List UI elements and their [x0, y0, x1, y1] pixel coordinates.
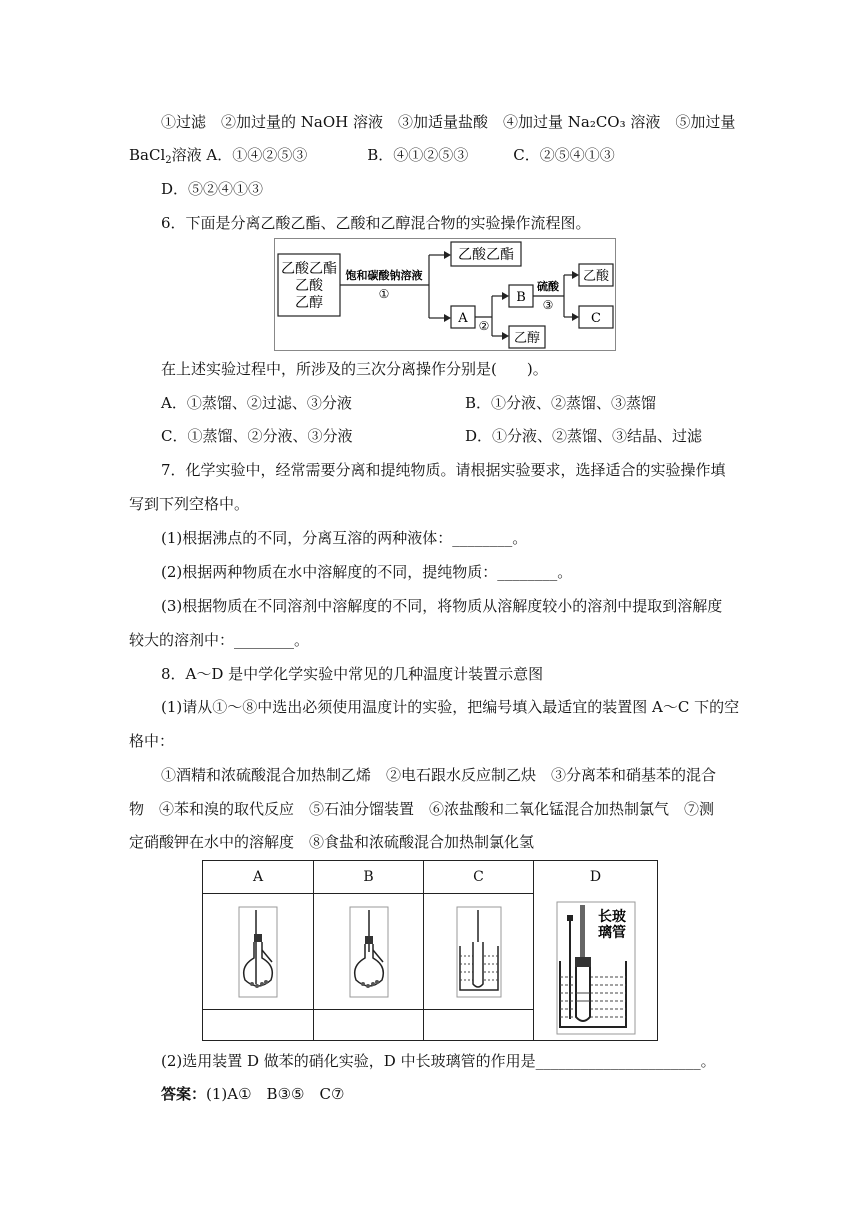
flow-step1: ① [378, 287, 390, 301]
q7-stem-line1: 7．化学实验中，经常需要分离和提纯物质。请根据实验要求，选择适合的实验操作填 [161, 461, 726, 479]
q6-option-d: D．①分液、②蒸馏、③结晶、过滤 [465, 427, 703, 445]
header-c: C [424, 861, 534, 894]
q6-stem: 6．下面是分离乙酸乙酯、乙酸和乙醇混合物的实验操作流程图。 [161, 214, 591, 232]
flow-box-b: B [516, 290, 526, 305]
q5-option-d: D．⑤②④①③ [161, 180, 264, 198]
apparatus-b-cell [314, 894, 424, 1010]
q6-option-b: B．①分液、②蒸馏、③蒸馏 [465, 394, 657, 412]
apparatus-a-flask [238, 906, 278, 998]
apparatus-c-water-bath [456, 906, 502, 998]
apparatus-a-cell [203, 894, 314, 1010]
header-d: D 长玻 璃管 [534, 861, 658, 1041]
flow-step3: ③ [542, 298, 554, 312]
answer-label: 答案： [161, 1085, 207, 1103]
flow-step2: ② [478, 319, 490, 333]
header-a: A [203, 861, 314, 894]
q5-options-line2: BaCl$_2$溶液 A．①④②⑤③ B．④①②⑤③ C．②⑤④①③ [129, 146, 615, 166]
q8-options-line3: 定硝酸钾在水中的溶解度 ⑧食盐和浓硫酸混合加热制氯化氢 [129, 833, 535, 851]
flow-box-c: C [591, 311, 601, 326]
q5-options-line1: ①过滤 ②加过量的 NaOH 溶液 ③加适量盐酸 ④加过量 Na₂CO₃ 溶液 ⑤加过量 [161, 113, 736, 131]
q7-stem-line2: 写到下列空格中。 [129, 495, 250, 513]
q7-part1: (1)根据沸点的不同，分离互溶的两种液体：________。 [161, 529, 528, 547]
flow-mixture-1: 乙酸乙酯 [281, 261, 337, 277]
answer-text: (1)A① B③⑤ C⑦ [206, 1085, 345, 1103]
d-label-line1: 长玻 [597, 909, 626, 925]
separation-flowchart [274, 238, 616, 351]
flow-mixture-3: 乙醇 [295, 295, 323, 311]
q8-options-line1: ①酒精和浓硫酸混合加热制乙烯 ②电石跟水反应制乙炔 ③分离苯和硝基苯的混合 [161, 766, 717, 784]
flow-output-acid: 乙酸 [582, 269, 610, 284]
q7-part3-line2: 较大的溶剂中：________。 [129, 631, 310, 649]
q8-part1-line1: (1)请从①～⑧中选出必须使用温度计的实验，把编号填入最适宜的装置图 A～C 下的空 [161, 698, 740, 716]
q6-question: 在上述实验过程中，所涉及的三次分离操作分别是( )。 [161, 360, 548, 378]
q7-part3-line1: (3)根据物质在不同溶剂中溶解度的不同，将物质从溶解度较小的溶剂中提取到溶解度 [161, 597, 723, 615]
apparatus-header-row [203, 861, 658, 894]
flow-reagent3: 硫酸 [537, 280, 559, 293]
answer-line [161, 1084, 344, 1104]
q6-option-c: C．①蒸馏、②分液、③分液 [161, 427, 353, 445]
flow-mixture-2: 乙酸 [295, 278, 323, 294]
header-b: B [314, 861, 424, 894]
q7-part2: (2)根据两种物质在水中溶解度的不同，提纯物质：________。 [161, 563, 573, 581]
flow-output-ethanol: 乙醇 [513, 331, 541, 346]
flow-output-ester: 乙酸乙酯 [458, 247, 514, 263]
q8-stem: 8．A～D 是中学化学实验中常见的几种温度计装置示意图 [161, 665, 544, 683]
q8-options-line2: 物 ④苯和溴的取代反应 ⑤石油分馏装置 ⑥浓盐酸和二氧化锰混合加热制氯气 ⑦测 [129, 800, 715, 818]
flow-box-a: A [458, 311, 468, 326]
apparatus-table [202, 860, 658, 1041]
flow-reagent1: 饱和碳酸钠溶液 [345, 269, 423, 282]
apparatus-c-cell [424, 894, 534, 1010]
answer-cell-c [424, 1010, 534, 1041]
apparatus-b-distillation-flask [349, 906, 389, 998]
d-label-line2: 璃管 [597, 925, 626, 941]
q6-option-a: A．①蒸馏、②过滤、③分液 [161, 394, 352, 412]
q8-part2: (2)选用装置 D 做苯的硝化实验，D 中长玻璃管的作用是______________________。 [161, 1052, 716, 1070]
answer-cell-b [314, 1010, 424, 1041]
answer-cell-a [203, 1010, 314, 1041]
apparatus-d-long-tube [556, 901, 636, 1035]
q8-part1-line2: 格中： [129, 732, 175, 750]
